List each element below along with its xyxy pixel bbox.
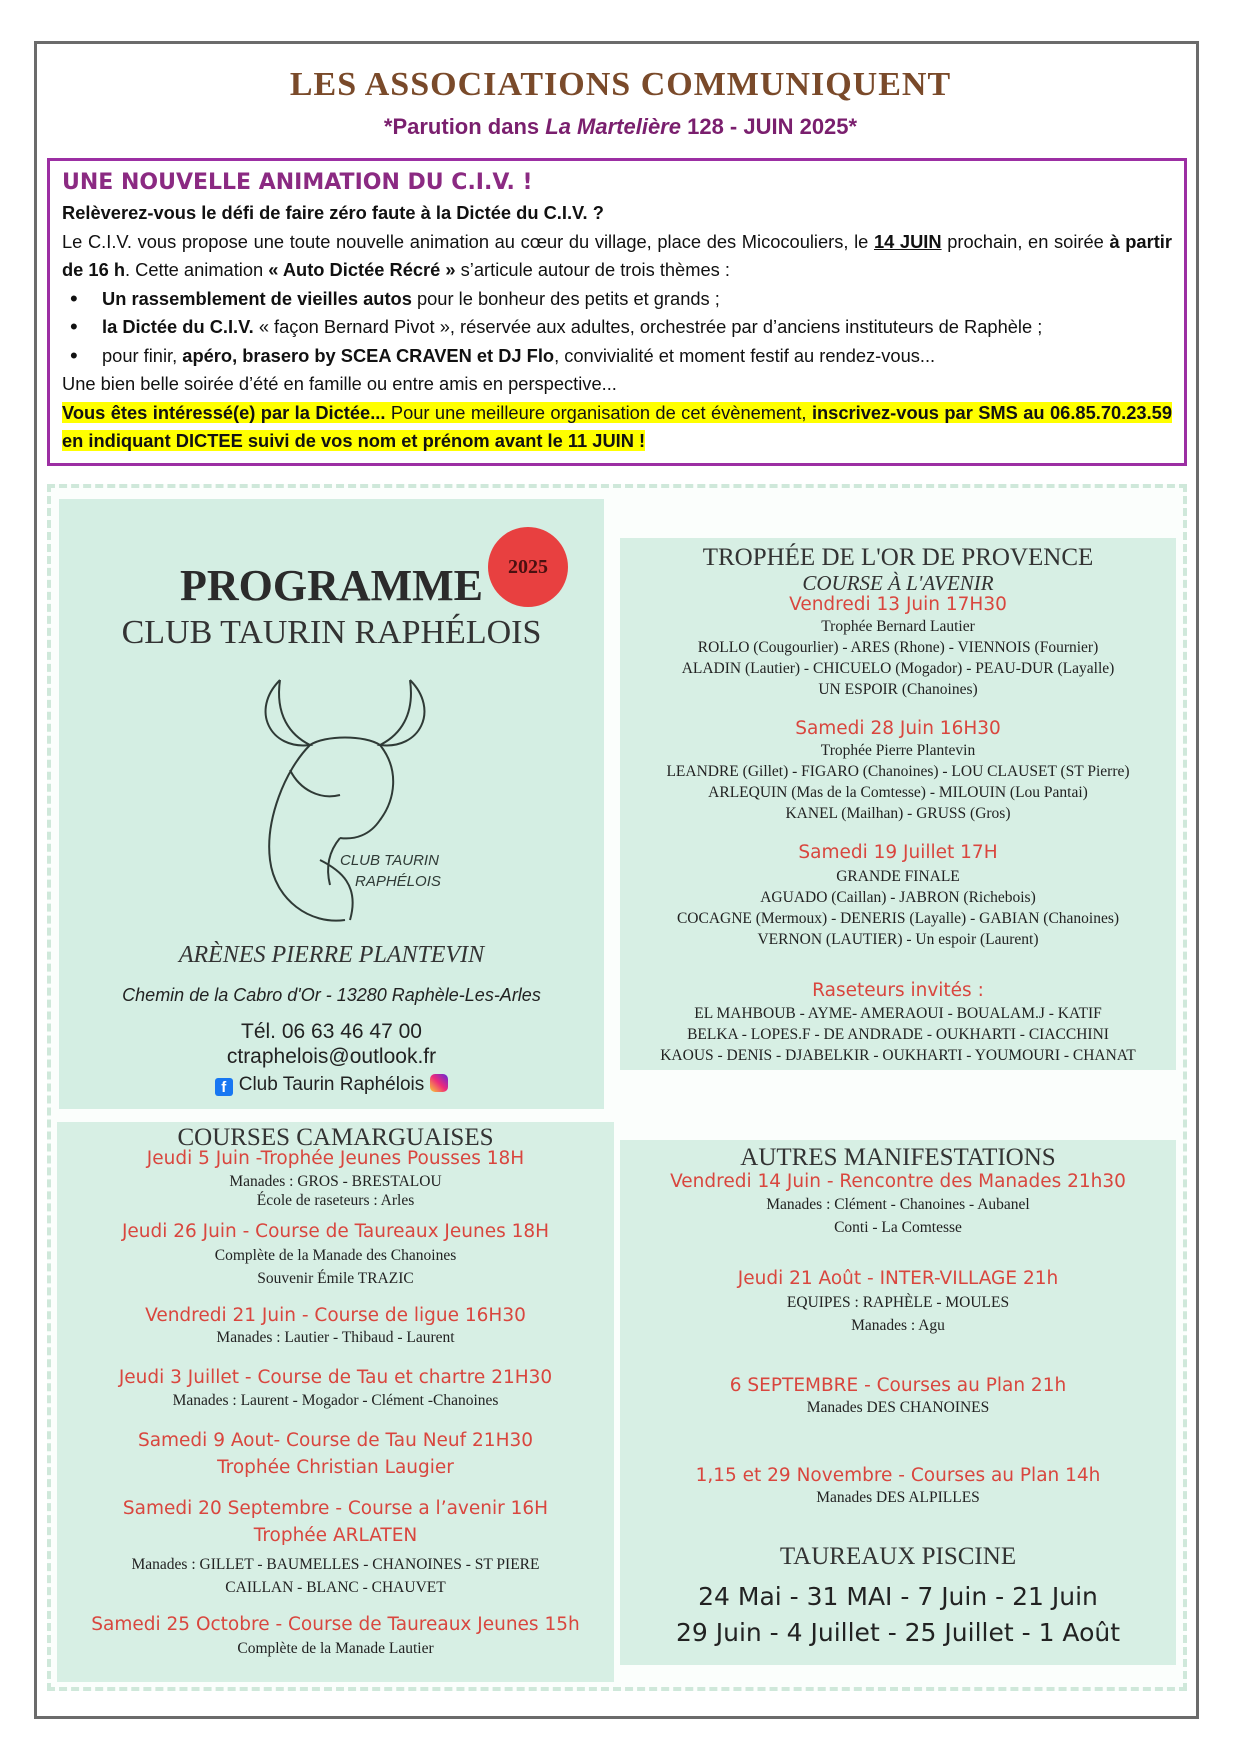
event-date: Jeudi 5 Juin -Trophée Jeunes Pousses 18H [146,1148,525,1169]
bull-logo-icon [230,670,460,940]
event-trophy: Trophée ARLATEN [253,1525,418,1546]
event-line: Trophée Pierre Plantevin [820,742,976,759]
social-line [59,1074,604,1096]
event-line: Manades : GROS - BRESTALOU [229,1173,442,1190]
event-line: Manades : Laurent - Mogador - Clément -Chanoines [172,1392,499,1409]
event-date: Vendredi 13 Juin 17H30 [789,594,1007,615]
civ-intro: Le C.I.V. vous propose une toute nouvelle animation au cœur du village, place des Micocouliers, le 14 JUIN prochain, en soirée à partir de 16 h. Cette animation « Auto Dictée Récré » s’articule autour de trois thèmes : [62,230,1172,280]
event-line: ALADIN (Lautier) - CHICUELO (Mogador) - PEAU-DUR (Layalle) [681,660,1115,677]
year-badge: 2025 [488,527,568,607]
event-line: GRANDE FINALE [836,868,960,885]
programme-title: PROGRAMME [179,561,484,610]
event-line: Manades : Lautier - Thibaud - Laurent [216,1329,455,1346]
event-line: Manades : GILLET - BAUMELLES - CHANOINES - ST PIERE [131,1556,540,1573]
event-date: 1,15 et 29 Novembre - Courses au Plan 14h [695,1465,1101,1486]
civ-article [47,158,1187,466]
civ-question: Relèverez-vous le défi de faire zéro faute à la Dictée du C.I.V. ? [62,202,604,223]
event-line: EQUIPES : RAPHÈLE - MOULES [786,1294,1010,1311]
facebook-icon: f [215,1078,233,1096]
event-line: Manades DES ALPILLES [816,1489,980,1506]
event-trophy: Trophée Christian Laugier [217,1457,454,1478]
courses-title: COURSES CAMARGUAISES [177,1124,494,1151]
raseteurs-line: BELKA - LOPES.F - DE ANDRADE - OUKHARTI - CIACCHINI [687,1026,1109,1043]
event-line: Conti - La Comtesse [834,1219,962,1236]
event-date: Samedi 20 Septembre - Course a l’avenir 16H [122,1498,549,1519]
arena-name: ARÈNES PIERRE PLANTEVIN [178,942,485,968]
club-name: CLUB TAURIN RAPHÉLOIS [121,614,542,651]
email-address: ctraphelois@outlook.fr [226,1045,437,1068]
civ-call-to-action: Vous êtes intéressé(e) par la Dictée... Pour une meilleure organisation de cet évènement, inscrivez-vous par SMS au 06.85.70.23.59 en indiquant DICTEE suivi de vos nom et prénom avant le 11 JUIN ! [62,401,1172,451]
event-date: Samedi 28 Juin 16H30 [795,718,1001,739]
raseteurs-title: Raseteurs invités : [812,980,984,1001]
event-date: Samedi 9 Aout- Course de Tau Neuf 21H30 [137,1430,534,1451]
event-line: Trophée Bernard Lautier [821,618,975,635]
event-line: LEANDRE (Gillet) - FIGARO (Chanoines) - LOU CLAUSET (ST Pierre) [666,763,1130,780]
piscine-title: TAUREAUX PISCINE [779,1543,1017,1570]
event-line: Manades DES CHANOINES [806,1399,990,1416]
page-title: LES ASSOCIATIONS COMMUNIQUENT [289,66,952,103]
event-line: Complète de la Manade Lautier [237,1640,434,1657]
autres-title: AUTRES MANIFESTATIONS [740,1144,1056,1171]
event-line: COCAGNE (Mermoux) - DENERIS (Layalle) - GABIAN (Chanoines) [676,910,1120,927]
logo-text-line2: RAPHÉLOIS [355,873,441,890]
raseteurs-line: EL MAHBOUB - AYME- AMERAOUI - BOUALAM.J - KATIF [694,1005,1102,1022]
civ-title: UNE NOUVELLE ANIMATION DU C.I.V. ! [62,170,533,195]
list-item: • pour finir, apéro, brasero by SCEA CRAVEN et DJ Flo, convivialité et moment festif au rendez-vous... [62,342,1172,371]
logo-text-line1: CLUB TAURIN [340,852,439,869]
civ-closing: Une bien belle soirée d’été en famille ou entre amis en perspective... [62,373,617,394]
event-line: Complète de la Manade des Chanoines [214,1247,457,1264]
instagram-icon [430,1074,448,1092]
event-line: Souvenir Émile TRAZIC [257,1270,414,1287]
event-date: Vendredi 21 Juin - Course de ligue 16H30 [145,1305,526,1326]
list-item: • Un rassemblement de vieilles autos pour le bonheur des petits et grands ; [62,285,1172,314]
civ-theme-list [62,285,1172,371]
event-date: Jeudi 3 Juillet - Course de Tau et chartre 21H30 [118,1367,553,1388]
publication-subtitle: *Parution dans La Martelière 128 - JUIN 2025* [383,114,858,139]
event-line: VERNON (LAUTIER) - Un espoir (Laurent) [757,931,1039,948]
event-date: Samedi 25 Octobre - Course de Taureaux Jeunes 15h [91,1614,580,1635]
trophee-subtitle: COURSE À L'AVENIR [802,571,994,595]
event-date: Jeudi 26 Juin - Course de Taureaux Jeunes 18H [121,1221,550,1242]
event-date: Jeudi 21 Août - INTER-VILLAGE 21h [737,1268,1059,1289]
event-date: 6 SEPTEMBRE - Courses au Plan 21h [729,1375,1067,1396]
event-line: CAILLAN - BLANC - CHAUVET [225,1579,446,1596]
courses-card [57,1122,614,1682]
event-line: ARLEQUIN (Mas de la Comtesse) - MILOUIN (Lou Pantai) [708,784,1088,801]
phone-number: Tél. 06 63 46 47 00 [241,1020,422,1043]
trophee-card [620,538,1176,1070]
event-line: UN ESPOIR (Chanoines) [818,681,978,698]
piscine-dates: 24 Mai - 31 MAI - 7 Juin - 21 Juin [698,1582,1098,1611]
event-line: Manades : Clément - Chanoines - Aubanel [766,1196,1030,1213]
event-line: École de raseteurs : Arles [256,1192,415,1209]
raseteurs-line: KAOUS - DENIS - DJABELKIR - OUKHARTI - YOUMOURI - CHANAT [660,1047,1136,1064]
facebook-page-name: Club Taurin Raphélois [238,1074,425,1095]
piscine-dates: 29 Juin - 4 Juillet - 25 Juillet - 1 Août [675,1618,1121,1647]
event-line: Manades : Agu [851,1317,945,1334]
event-date: Vendredi 14 Juin - Rencontre des Manades 21h30 [670,1171,1126,1192]
autres-card [620,1140,1176,1665]
event-line: ROLLO (Cougourlier) - ARES (Rhone) - VIENNOIS (Fournier) [697,639,1099,656]
list-item: • la Dictée du C.I.V. « façon Bernard Pivot », réservée aux adultes, orchestrée par d’anciens instituteurs de Raphèle ; [62,313,1172,342]
event-date: Samedi 19 Juillet 17H [798,842,998,863]
trophee-title: TROPHÉE DE L'OR DE PROVENCE [702,544,1094,571]
event-line: KANEL (Mailhan) - GRUSS (Gros) [785,805,1011,822]
arena-address: Chemin de la Cabro d'Or - 13280 Raphèle-Les-Arles [122,985,541,1005]
event-line: AGUADO (Caillan) - JABRON (Richebois) [760,889,1036,906]
